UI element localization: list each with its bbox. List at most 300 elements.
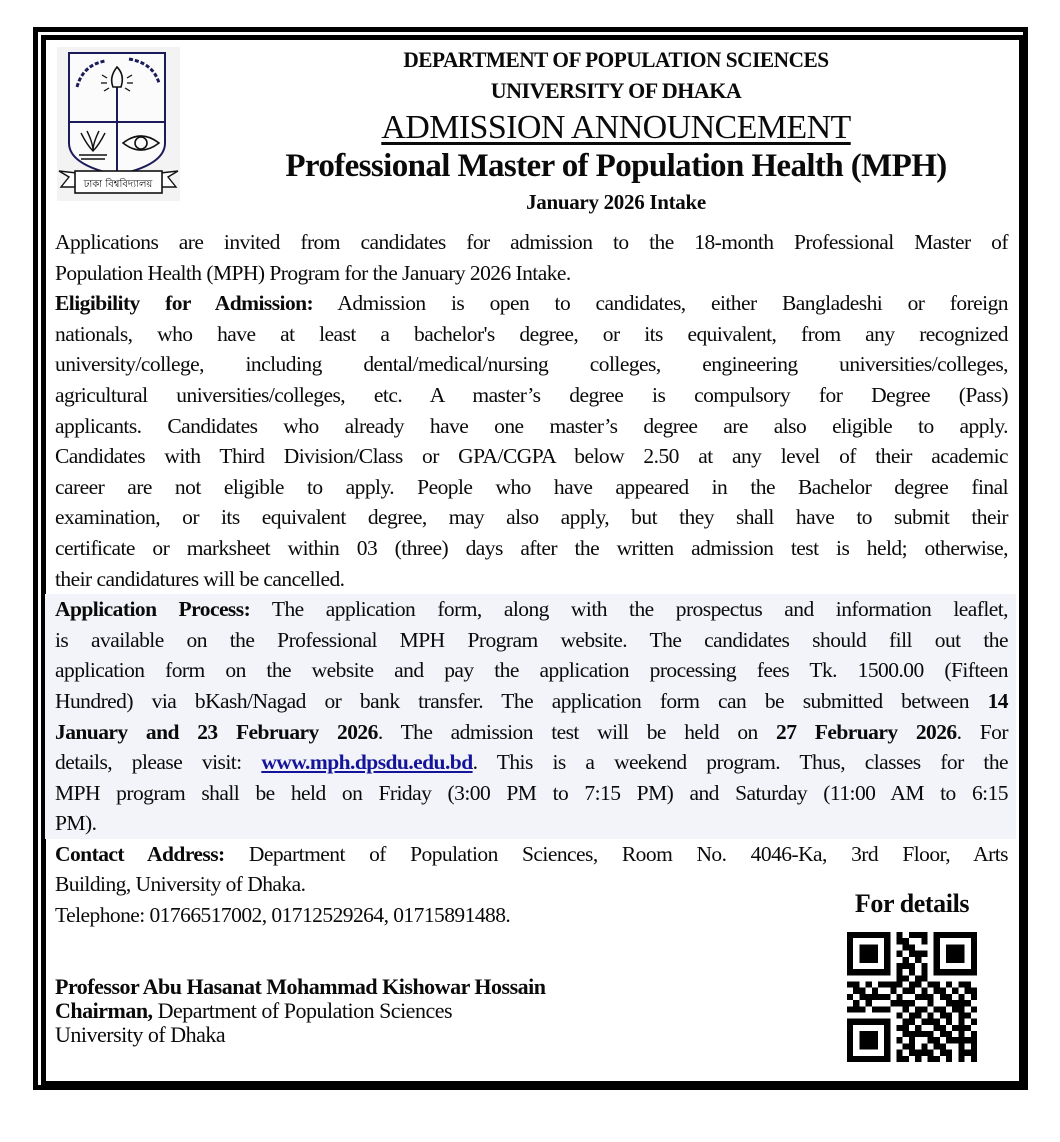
qr-module — [952, 957, 958, 963]
signature-block — [55, 975, 755, 1047]
qr-module — [890, 982, 896, 988]
qr-module — [847, 982, 853, 988]
qr-module — [847, 1031, 853, 1037]
qr-module — [884, 944, 890, 950]
qr-module — [934, 1006, 940, 1012]
qr-module — [971, 1019, 977, 1025]
contact-heading: Contact Address: — [55, 841, 225, 866]
qr-module — [878, 994, 884, 1000]
qr-module — [971, 1031, 977, 1037]
qr-module — [859, 1043, 865, 1049]
qr-module — [884, 1050, 890, 1056]
qr-module — [958, 1056, 964, 1062]
qr-module — [940, 969, 946, 975]
qr-module — [971, 1050, 977, 1056]
qr-module — [866, 1037, 872, 1043]
qr-module — [909, 951, 915, 957]
qr-module — [859, 944, 865, 950]
qr-module — [866, 969, 872, 975]
qr-module — [927, 1050, 933, 1056]
qr-module — [965, 1050, 971, 1056]
qr-module — [965, 969, 971, 975]
qr-module — [927, 1031, 933, 1037]
text-line: Department of Population Sciences, Room No. 4046-Ka, 3rd Floor, Arts — [224, 841, 1008, 866]
qr-module — [847, 944, 853, 950]
qr-module — [958, 1006, 964, 1012]
qr-module — [897, 982, 903, 988]
qr-module — [921, 932, 927, 938]
qr-module — [909, 1037, 915, 1043]
text-line: Applications are invited from candidates for admission to the 18-month Professional Master of — [55, 230, 1008, 254]
qr-module — [903, 1043, 909, 1049]
qr-module — [859, 1056, 865, 1062]
qr-module — [946, 1056, 952, 1062]
qr-module — [934, 982, 940, 988]
text-line: certificate or marksheet within 03 (three) days after the written admission test is held; otherwise, — [55, 535, 1008, 560]
qr-module — [934, 938, 940, 944]
qr-module — [971, 963, 977, 969]
qr-module — [847, 957, 853, 963]
qr-module — [946, 1019, 952, 1025]
qr-module — [872, 1006, 878, 1012]
qr-module — [903, 1056, 909, 1062]
qr-module — [884, 951, 890, 957]
qr-module — [940, 1025, 946, 1031]
qr-module — [921, 938, 927, 944]
qr-module — [915, 1012, 921, 1018]
qr-module — [958, 957, 964, 963]
qr-module — [971, 938, 977, 944]
qr-module — [884, 1043, 890, 1049]
qr-module — [897, 969, 903, 975]
qr-module — [971, 1006, 977, 1012]
shield-emblem-icon — [57, 47, 180, 201]
qr-module — [903, 1031, 909, 1037]
qr-module — [971, 932, 977, 938]
qr-module — [872, 951, 878, 957]
qr-module — [866, 1031, 872, 1037]
qr-module — [859, 1019, 865, 1025]
qr-module — [915, 1006, 921, 1012]
qr-module — [859, 1031, 865, 1037]
qr-module — [872, 1037, 878, 1043]
qr-module — [934, 1043, 940, 1049]
qr-module — [921, 1050, 927, 1056]
qr-module — [952, 1037, 958, 1043]
qr-module — [872, 1056, 878, 1062]
qr-module — [934, 1056, 940, 1062]
qr-module — [872, 988, 878, 994]
qr-module — [903, 1006, 909, 1012]
qr-module — [946, 1031, 952, 1037]
qr-module — [878, 982, 884, 988]
qr-module — [958, 951, 964, 957]
qr-module — [915, 1025, 921, 1031]
qr-module — [971, 1037, 977, 1043]
qr-module — [971, 969, 977, 975]
qr-module — [946, 994, 952, 1000]
qr-module — [847, 1037, 853, 1043]
qr-module — [927, 1012, 933, 1018]
eligibility-heading: Eligibility for Admission: — [55, 291, 314, 316]
qr-module — [872, 1043, 878, 1049]
qr-module — [847, 938, 853, 944]
qr-module — [958, 1019, 964, 1025]
qr-module — [934, 957, 940, 963]
qr-module — [965, 1037, 971, 1043]
qr-module — [872, 1031, 878, 1037]
logo-ribbon-text: ঢাকা বিশ্ববিদ্যালয় — [83, 179, 153, 190]
qr-module — [859, 994, 865, 1000]
qr-module — [952, 988, 958, 994]
qr-module — [952, 944, 958, 950]
qr-module — [921, 1006, 927, 1012]
qr-module — [934, 1037, 940, 1043]
eligibility-section — [55, 288, 1008, 594]
qr-module — [847, 1056, 853, 1062]
qr-module — [909, 963, 915, 969]
qr-module — [853, 1056, 859, 1062]
qr-module — [952, 969, 958, 975]
qr-module — [965, 932, 971, 938]
qr-module — [847, 969, 853, 975]
announcement-body — [55, 227, 1008, 931]
program-title: Professional Master of Population Health (MPH) — [285, 148, 947, 184]
qr-module — [903, 938, 909, 944]
qr-module — [909, 944, 915, 950]
signatory-name: Professor Abu Hasanat Mohammad Kishowar Hossain — [55, 974, 546, 999]
qr-module — [853, 1006, 859, 1012]
qr-module — [853, 932, 859, 938]
qr-module — [866, 1056, 872, 1062]
qr-module — [940, 932, 946, 938]
qr-module — [878, 969, 884, 975]
qr-code-icon[interactable] — [847, 932, 977, 1062]
qr-module — [915, 1031, 921, 1037]
qr-module — [921, 994, 927, 1000]
qr-module — [903, 1025, 909, 1031]
text-line: nationals, who have at least a bachelor's degree, or its equivalent, from any recognized — [55, 321, 1008, 346]
university-heading: UNIVERSITY OF DHAKA — [490, 78, 742, 103]
qr-module — [903, 975, 909, 981]
department-heading: DEPARTMENT OF POPULATION SCIENCES — [403, 47, 829, 72]
qr-module — [909, 969, 915, 975]
qr-module — [946, 944, 952, 950]
text-line: career are not eligible to apply. People who have appeared in the Bachelor degree final — [55, 474, 1008, 499]
qr-module — [971, 1056, 977, 1062]
qr-module — [915, 957, 921, 963]
text-line: their candidatures will be cancelled. — [55, 566, 345, 591]
qr-module — [915, 932, 921, 938]
qr-module — [927, 1019, 933, 1025]
text-line: MPH program shall be held on Friday (3:00 PM to 7:15 PM) and Saturday (11:00 AM to 6:15 — [55, 780, 1008, 805]
qr-module — [940, 994, 946, 1000]
qr-module — [872, 944, 878, 950]
qr-module — [971, 1043, 977, 1049]
qr-module — [847, 963, 853, 969]
application-process-section — [45, 594, 1016, 839]
qr-module — [958, 1012, 964, 1018]
text-line: details, please visit: — [55, 750, 262, 775]
text-line: Admission is open to candidates, either Bangladeshi or foreign — [313, 291, 1008, 316]
text-line: . This is a weekend program. Thus, classes for the — [472, 750, 1009, 775]
qr-module — [859, 932, 865, 938]
text-line: is available on the Professional MPH Program website. The candidates should fill out the — [55, 627, 1008, 652]
qr-module — [884, 1019, 890, 1025]
qr-module — [958, 932, 964, 938]
qr-module — [853, 1019, 859, 1025]
qr-module — [934, 944, 940, 950]
qr-module — [958, 1037, 964, 1043]
qr-module — [847, 1050, 853, 1056]
qr-module — [866, 957, 872, 963]
qr-module — [884, 994, 890, 1000]
qr-module — [940, 1043, 946, 1049]
announcement-title — [240, 109, 992, 147]
qr-module — [878, 1056, 884, 1062]
qr-module — [927, 982, 933, 988]
qr-module — [909, 1050, 915, 1056]
qr-module — [921, 969, 927, 975]
qr-module — [927, 1000, 933, 1006]
qr-module — [890, 1000, 896, 1006]
qr-module — [866, 982, 872, 988]
qr-module — [859, 957, 865, 963]
qr-module — [958, 982, 964, 988]
qr-module — [965, 1012, 971, 1018]
qr-module — [897, 1050, 903, 1056]
qr-module — [866, 932, 872, 938]
submission-start-date: 14 — [987, 688, 1008, 713]
qr-module — [884, 969, 890, 975]
text-line: Hundred) via bKash/Nagad or bank transfer. The application form can be submitted between — [55, 688, 988, 713]
qr-module — [958, 994, 964, 1000]
qr-module — [946, 957, 952, 963]
qr-module — [872, 932, 878, 938]
intake-subtitle: January 2026 Intake — [526, 190, 706, 214]
qr-module — [921, 988, 927, 994]
qr-module — [872, 994, 878, 1000]
qr-module — [946, 969, 952, 975]
qr-module — [915, 994, 921, 1000]
qr-module — [971, 944, 977, 950]
qr-module — [946, 982, 952, 988]
text-line: agricultural universities/colleges, etc. A master’s degree is compulsory for Degree (Pass) — [55, 382, 1008, 407]
text-line: examination, or its equivalent degree, may also apply, but they shall have to submit their — [55, 505, 1008, 530]
qr-module — [915, 1050, 921, 1056]
qr-module — [897, 975, 903, 981]
qr-module — [866, 944, 872, 950]
qr-module — [971, 988, 977, 994]
qr-module — [952, 951, 958, 957]
admission-test-date: 27 February 2026 — [776, 719, 957, 744]
qr-module — [934, 963, 940, 969]
qr-module — [927, 994, 933, 1000]
qr-module — [921, 1019, 927, 1025]
qr-module — [909, 988, 915, 994]
signatory-department: Department of Population Sciences — [152, 998, 453, 1023]
qr-module — [903, 988, 909, 994]
qr-module — [872, 1019, 878, 1025]
qr-module — [897, 1012, 903, 1018]
qr-module — [897, 951, 903, 957]
qr-module — [847, 1043, 853, 1049]
qr-module — [847, 951, 853, 957]
qr-module — [971, 951, 977, 957]
qr-module — [884, 1025, 890, 1031]
qr-module — [965, 1000, 971, 1006]
qr-module — [897, 1000, 903, 1006]
qr-module — [859, 1006, 865, 1012]
qr-module — [884, 1031, 890, 1037]
qr-module — [872, 957, 878, 963]
qr-module — [921, 1031, 927, 1037]
qr-module — [971, 994, 977, 1000]
qr-module — [946, 1000, 952, 1006]
qr-module — [909, 982, 915, 988]
qr-caption: For details — [854, 889, 970, 918]
qr-module — [927, 1037, 933, 1043]
qr-module — [866, 1043, 872, 1049]
qr-module — [897, 963, 903, 969]
text-line: . For — [956, 719, 1008, 744]
text-line: Candidates with Third Division/Class or GPA/CGPA below 2.50 at any level of their academic — [55, 444, 1008, 469]
qr-module — [915, 975, 921, 981]
text-line: application form on the website and pay the application processing fees Tk. 1500.00 (Fifteen — [55, 658, 1008, 683]
qr-module — [909, 1019, 915, 1025]
qr-module — [903, 963, 909, 969]
qr-module — [958, 1000, 964, 1006]
qr-module — [934, 1019, 940, 1025]
qr-module — [909, 1043, 915, 1049]
qr-module — [872, 969, 878, 975]
qr-module — [853, 982, 859, 988]
qr-module — [915, 982, 921, 988]
qr-module — [921, 1043, 927, 1049]
qr-module — [847, 994, 853, 1000]
announcement-title-text: ADMISSION ANNOUNCEMENT — [381, 109, 851, 146]
qr-module — [909, 1031, 915, 1037]
qr-module — [878, 932, 884, 938]
qr-module — [940, 1031, 946, 1037]
qr-module — [958, 1050, 964, 1056]
qr-module — [866, 951, 872, 957]
qr-module — [884, 957, 890, 963]
qr-module — [884, 1037, 890, 1043]
qr-module — [909, 932, 915, 938]
qr-module — [952, 1000, 958, 1006]
qr-module — [903, 1019, 909, 1025]
signatory-title: Chairman, — [55, 998, 153, 1023]
qr-module — [921, 951, 927, 957]
qr-module — [847, 1019, 853, 1025]
university-logo — [57, 47, 180, 201]
qr-module — [952, 1025, 958, 1031]
qr-module — [909, 1000, 915, 1006]
qr-module — [934, 969, 940, 975]
qr-module — [909, 1012, 915, 1018]
application-heading: Application Process: — [55, 597, 251, 622]
qr-module — [958, 969, 964, 975]
qr-module — [958, 1025, 964, 1031]
qr-module — [847, 1006, 853, 1012]
qr-module — [940, 1006, 946, 1012]
qr-module — [952, 1006, 958, 1012]
submission-end-date: January and 23 February 2026 — [55, 719, 378, 744]
website-link[interactable]: www.mph.dpsdu.edu.bd — [261, 750, 473, 775]
qr-module — [903, 957, 909, 963]
qr-module — [958, 1043, 964, 1049]
qr-module — [853, 969, 859, 975]
qr-module — [897, 1056, 903, 1062]
qr-module — [897, 1037, 903, 1043]
telephone-line: Telephone: 01766517002, 01712529264, 01715891488. — [55, 903, 511, 928]
qr-module — [934, 932, 940, 938]
qr-module — [940, 1050, 946, 1056]
qr-module — [927, 1056, 933, 1062]
qr-module — [946, 951, 952, 957]
qr-module — [965, 982, 971, 988]
qr-module — [903, 944, 909, 950]
qr-module — [890, 988, 896, 994]
qr-module — [853, 988, 859, 994]
text-line: . The admission test will be held on — [377, 719, 777, 744]
text-line: Building, University of Dhaka. — [55, 872, 306, 897]
qr-module — [946, 1050, 952, 1056]
qr-module — [884, 963, 890, 969]
qr-module — [921, 963, 927, 969]
qr-module — [921, 975, 927, 981]
qr-module — [859, 951, 865, 957]
qr-module — [946, 1012, 952, 1018]
qr-module — [884, 938, 890, 944]
qr-module — [897, 1025, 903, 1031]
qr-module — [884, 1056, 890, 1062]
qr-module — [940, 1012, 946, 1018]
qr-module — [915, 951, 921, 957]
qr-module — [934, 988, 940, 994]
qr-module — [897, 938, 903, 944]
text-line: university/college, including dental/medical/nursing colleges, engineering universities/colleges, — [55, 352, 1008, 377]
qr-module — [946, 1037, 952, 1043]
intro-paragraph — [55, 227, 1008, 288]
text-line: Population Health (MPH) Program for the January 2026 Intake. — [55, 260, 571, 285]
qr-module — [952, 932, 958, 938]
qr-module — [884, 1006, 890, 1012]
qr-module — [965, 1025, 971, 1031]
qr-module — [878, 1006, 884, 1012]
qr-module — [934, 951, 940, 957]
text-line: applicants. Candidates who already have one master’s degree are also eligible to apply. — [55, 413, 1008, 438]
qr-module — [866, 994, 872, 1000]
qr-module — [971, 957, 977, 963]
qr-module — [903, 1000, 909, 1006]
qr-module — [859, 969, 865, 975]
qr-module — [859, 1037, 865, 1043]
qr-module — [878, 1019, 884, 1025]
qr-module — [859, 988, 865, 994]
qr-module — [958, 944, 964, 950]
text-line: The application form, along with the prospectus and information leaflet, — [250, 597, 1008, 622]
qr-module — [847, 932, 853, 938]
qr-module — [958, 1031, 964, 1037]
qr-module — [940, 988, 946, 994]
qr-module — [853, 1000, 859, 1006]
qr-module — [897, 932, 903, 938]
qr-module — [866, 1019, 872, 1025]
qr-module — [847, 1025, 853, 1031]
signatory-institution: University of Dhaka — [55, 1022, 226, 1047]
